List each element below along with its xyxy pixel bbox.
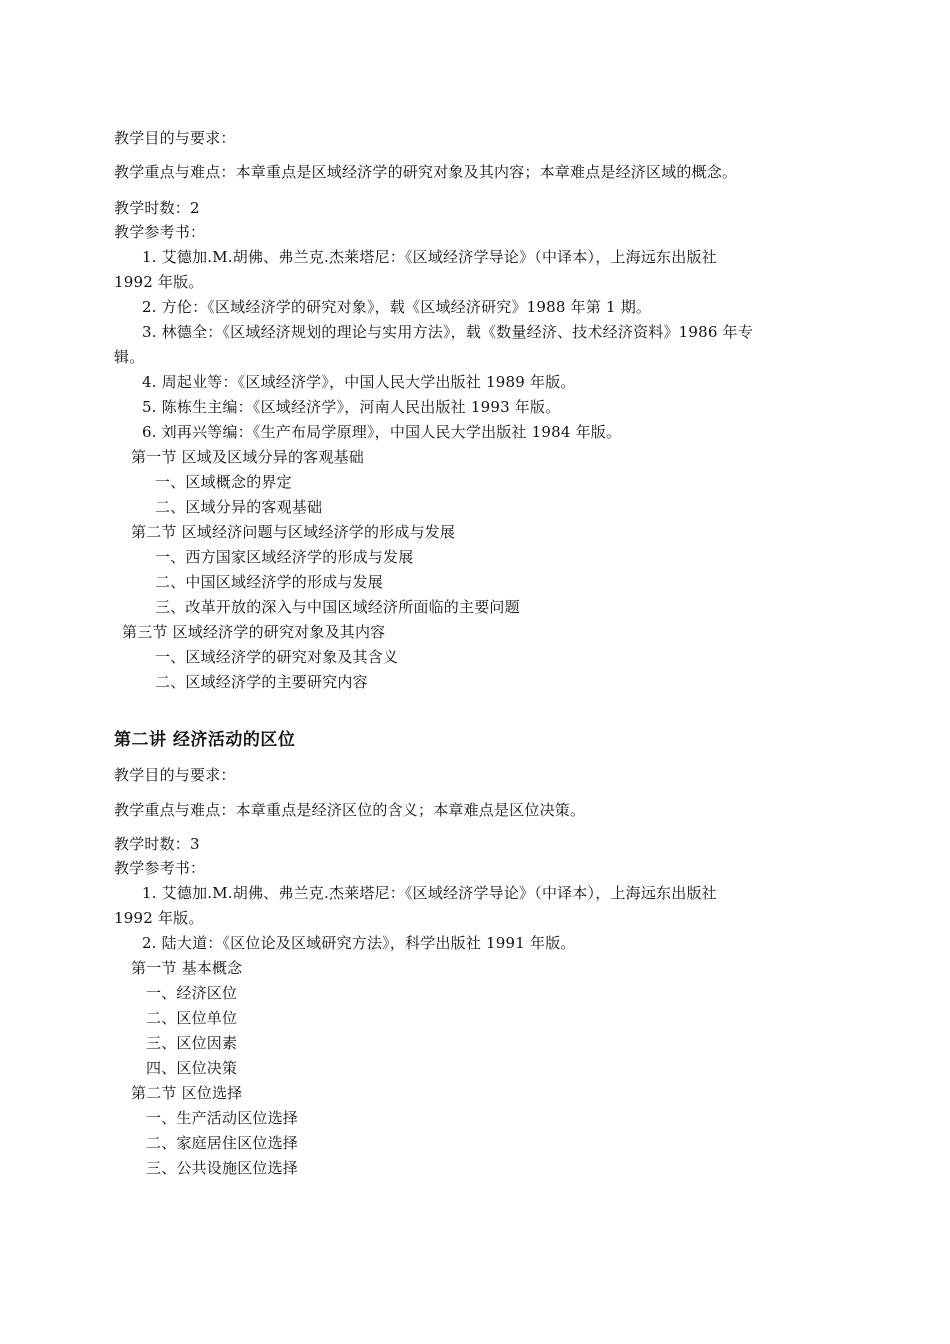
references-label: 教学参考书： <box>114 223 206 241</box>
outline-subitem: 二、区位单位 <box>146 1009 238 1027</box>
reference-item-continuation: 辑。 <box>114 348 145 366</box>
outline-subitem: 二、区域经济学的主要研究内容 <box>155 673 368 691</box>
reference-item: 3. 林德全：《区域经济规划的理论与实用方法》，载《数量经济、技术经济资料》1986 年专 <box>142 323 754 341</box>
reference-item: 2. 方伦：《区域经济学的研究对象》，载《区域经济研究》1988 年第 1 期。 <box>142 298 652 316</box>
outline-section-heading: 第一节 区域及区域分异的客观基础 <box>131 448 364 466</box>
key-points-text: 教学重点与难点：本章重点是经济区位的含义；本章难点是区位决策。 <box>114 801 586 819</box>
teaching-goals-label: 教学目的与要求： <box>114 129 236 147</box>
outline-section-heading: 第三节 区域经济学的研究对象及其内容 <box>122 623 386 641</box>
key-points-text: 教学重点与难点：本章重点是区域经济学的研究对象及其内容；本章难点是经济区域的概念。 <box>114 163 738 181</box>
outline-subitem: 一、经济区位 <box>146 984 238 1002</box>
outline-section-heading: 第一节 基本概念 <box>131 959 243 977</box>
outline-subitem: 三、区位因素 <box>146 1034 238 1052</box>
reference-item: 2. 陆大道：《区位论及区域研究方法》，科学出版社 1991 年版。 <box>142 934 576 952</box>
outline-subitem: 二、家庭居住区位选择 <box>146 1134 299 1152</box>
outline-subitem: 二、区域分异的客观基础 <box>155 498 323 516</box>
reference-item: 6. 刘再兴等编：《生产布局学原理》，中国人民大学出版社 1984 年版。 <box>142 423 622 441</box>
outline-section-heading: 第二节 区位选择 <box>131 1084 243 1102</box>
outline-subitem: 一、西方国家区域经济学的形成与发展 <box>155 548 414 566</box>
outline-subitem: 二、中国区域经济学的形成与发展 <box>155 573 384 591</box>
outline-subitem: 一、区域概念的界定 <box>155 473 292 491</box>
reference-item-continuation: 1992 年版。 <box>114 909 204 927</box>
outline-subitem: 一、生产活动区位选择 <box>146 1109 299 1127</box>
outline-section-heading: 第二节 区域经济问题与区域经济学的形成与发展 <box>131 523 456 541</box>
reference-item: 5. 陈栋生主编：《区域经济学》，河南人民出版社 1993 年版。 <box>142 398 561 416</box>
teaching-hours: 教学时数：3 <box>114 835 200 853</box>
reference-item: 1. 艾德加.M.胡佛、弗兰克.杰莱塔尼：《区域经济学导论》（中译本），上海远东出版社 <box>142 248 717 266</box>
outline-subitem: 三、公共设施区位选择 <box>146 1159 299 1177</box>
references-label: 教学参考书： <box>114 859 206 877</box>
outline-subitem: 一、区域经济学的研究对象及其含义 <box>155 648 399 666</box>
reference-item: 1. 艾德加.M.胡佛、弗兰克.杰莱塔尼：《区域经济学导论》（中译本），上海远东出版社 <box>142 884 717 902</box>
teaching-hours: 教学时数：2 <box>114 199 200 217</box>
outline-subitem: 四、区位决策 <box>146 1059 238 1077</box>
reference-item-continuation: 1992 年版。 <box>114 273 204 291</box>
outline-subitem: 三、改革开放的深入与中国区域经济所面临的主要问题 <box>155 598 520 616</box>
reference-item: 4. 周起业等：《区域经济学》，中国人民大学出版社 1989 年版。 <box>142 373 576 391</box>
teaching-goals-label: 教学目的与要求： <box>114 766 236 784</box>
lecture-title: 第二讲 经济活动的区位 <box>114 730 296 750</box>
